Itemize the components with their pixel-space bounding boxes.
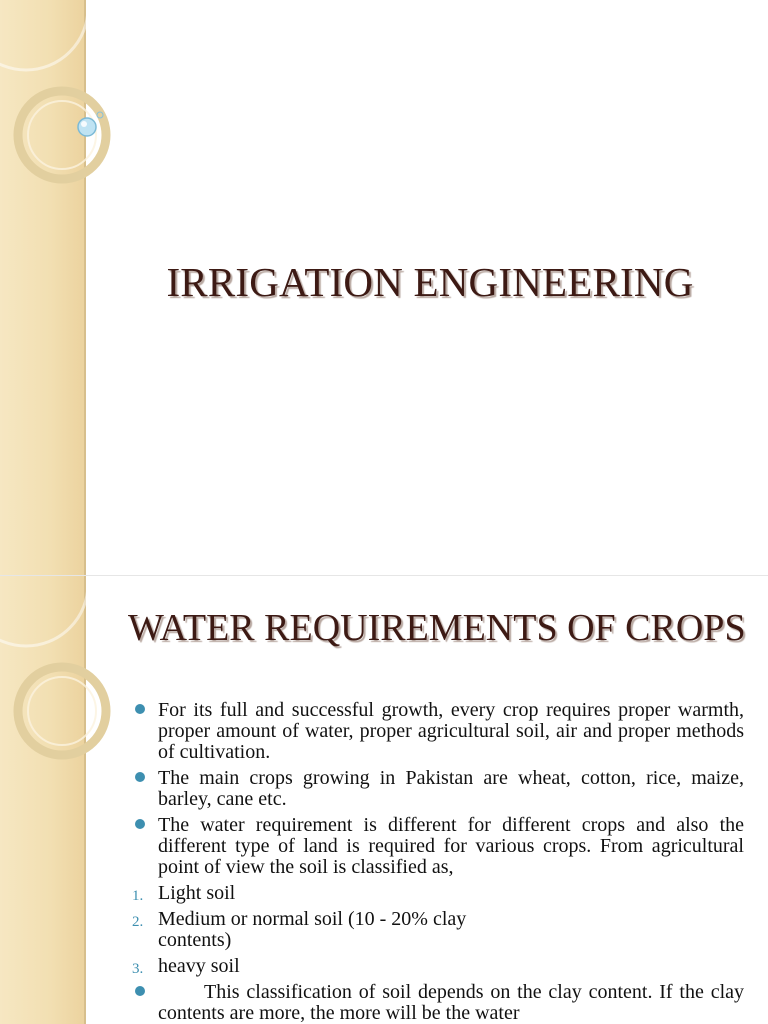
decorative-circles: [0, 0, 130, 577]
slide-content: [132, 700, 744, 1024]
numbered-item-text: Medium or normal soil (10 - 20% clay contents): [158, 908, 467, 951]
bubble-icon: [78, 118, 96, 136]
item-number: 3.: [132, 961, 144, 977]
decorative-circles: [0, 576, 130, 1024]
item-number: 2.: [132, 914, 144, 930]
item-number: 1.: [132, 888, 144, 904]
bullet-item: The water requirement is different for different crops and also the different type of land is required for various crops. From agricultural point of view the soil is classified as,: [132, 815, 744, 878]
numbered-item: [132, 909, 498, 951]
slide-title: WATER REQUIREMENTS OF CROPS: [128, 607, 746, 649]
slide-title: IRRIGATION ENGINEERING: [166, 259, 694, 305]
numbered-item-text: heavy soil: [158, 955, 240, 977]
numbered-item: [132, 883, 744, 904]
bullet-item: [132, 982, 744, 1024]
numbered-item: [132, 956, 744, 977]
numbered-item-text: Light soil: [158, 882, 236, 904]
bullet-item-text: This classification of soil depends on the clay content. If the clay contents are more, the more will be the water: [158, 981, 744, 1024]
bullet-item: For its full and successful growth, every crop requires proper warmth, proper amount of water, proper agricultural soil, air and proper methods of cultivation.: [132, 700, 744, 763]
bullet-item: The main crops growing in Pakistan are wheat, cotton, rice, maize, barley, cane etc.: [132, 768, 744, 810]
slide-2: [0, 576, 768, 1024]
